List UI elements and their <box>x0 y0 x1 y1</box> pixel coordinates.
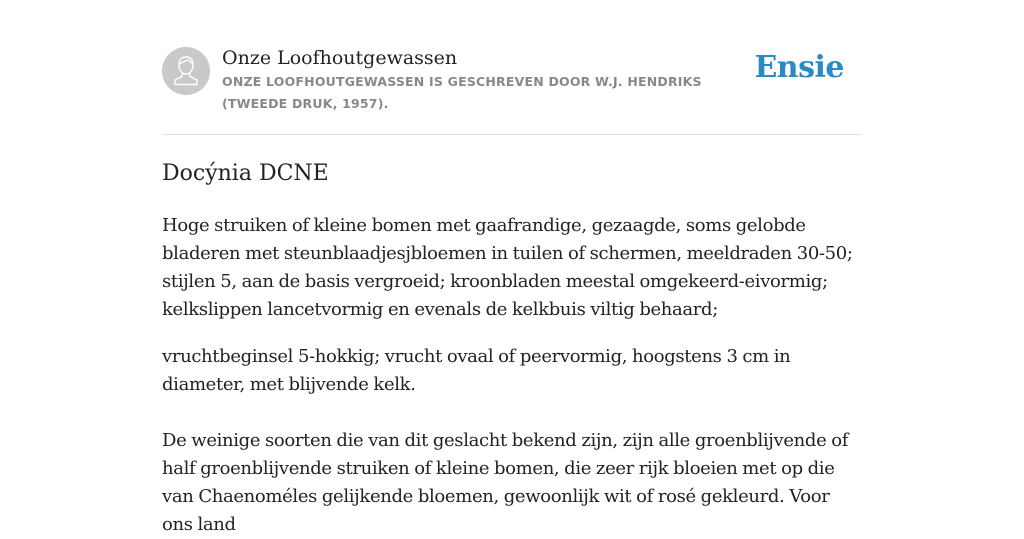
source-description: ONZE LOOFHOUTGEWASSEN IS GESCHREVEN DOOR W.J. HENDRIKS (TWEEDE DRUK, 1957). <box>222 74 702 111</box>
source-info <box>222 45 752 115</box>
source-header <box>162 0 862 135</box>
entry-paragraph: De weinige soorten die van dit geslacht bekend zijn, zijn alle groenblijvende of half groenblijvende struiken of kleine bomen, die zeer rijk bloeien met op die van Chaenoméles gelijkende bloemen, gewoonlijk wit of rosé gekleurd. Voor ons land <box>162 430 849 535</box>
source-title[interactable]: Onze Loofhoutgewassen <box>222 47 458 69</box>
brand-logo[interactable]: Ensie <box>754 50 844 85</box>
user-icon <box>162 47 210 95</box>
entry-paragraph: vruchtbeginsel 5-hokkig; vrucht ovaal of peervormig, hoogstens 3 cm in diameter, met blijvende kelk. <box>162 346 791 395</box>
entry-title: Docýnia DCNE <box>162 161 329 186</box>
page <box>162 0 862 535</box>
entry-body <box>162 212 862 539</box>
source-avatar[interactable] <box>162 47 210 95</box>
entry-paragraph: Hoge struiken of kleine bomen met gaafrandige, gezaagde, soms gelobde bladeren met steunblaadjesjbloemen in tuilen of schermen, meeldraden 30-50; stijlen 5, aan de basis vergroeid; kroonbladen meestal omgekeerd-eivormig; kelkslippen lancetvormig en evenals de kelkbuis viltig behaard; <box>162 215 853 320</box>
